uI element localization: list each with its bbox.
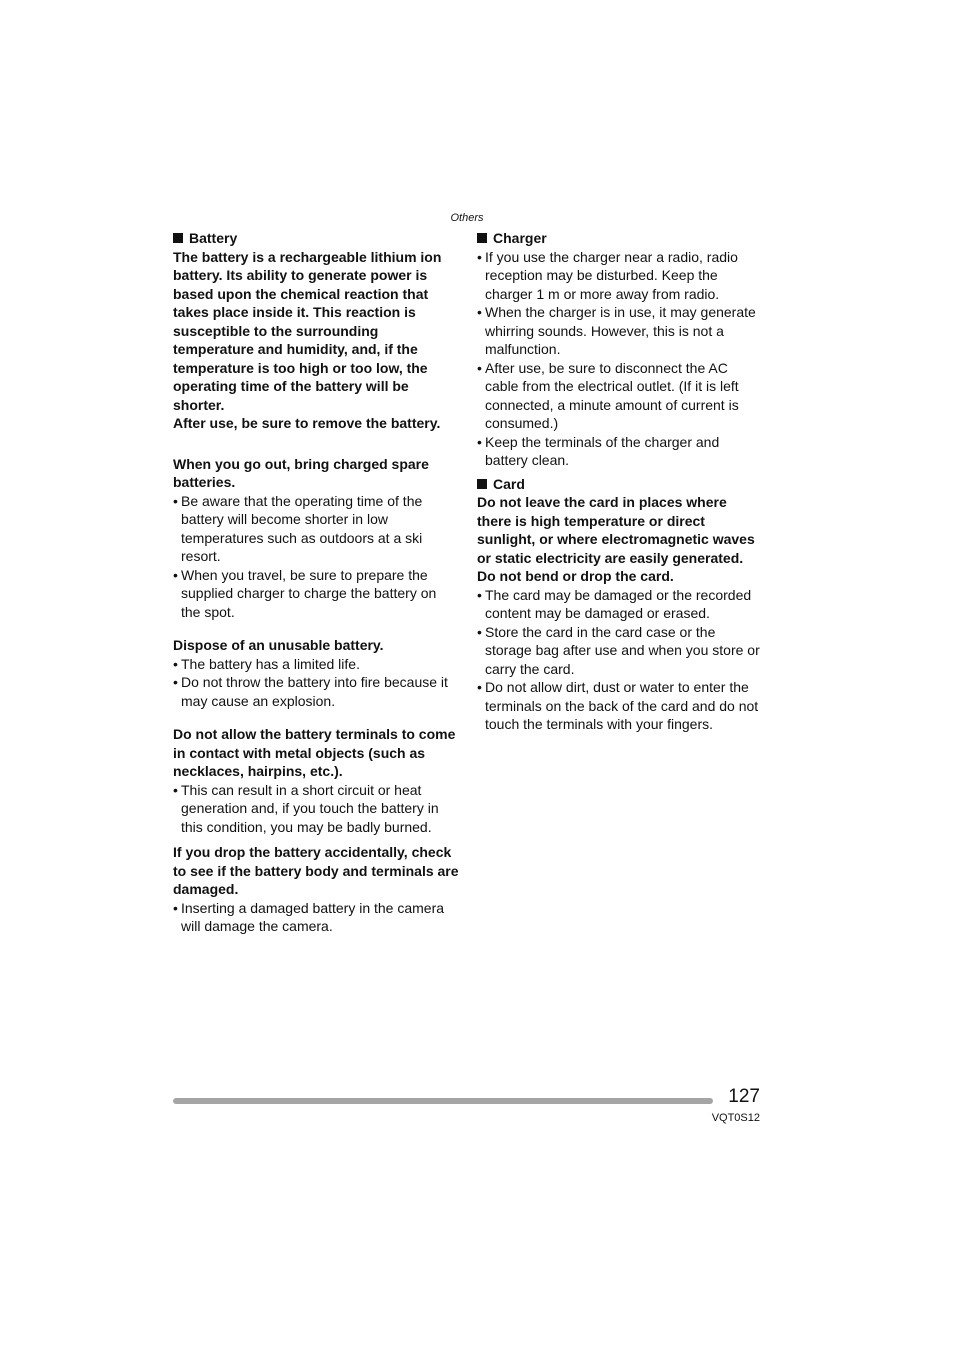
list-item: • Be aware that the operating time of the battery will become shorter in low temperatures such as outdoors at a ski resort. — [173, 492, 459, 566]
page-number: 127 — [728, 1086, 760, 1107]
list-item: • Do not throw the battery into fire because it may cause an explosion. — [173, 673, 459, 710]
list-item: • When you travel, be sure to prepare the supplied charger to charge the battery on the spot. — [173, 566, 459, 622]
card-list — [477, 586, 762, 734]
charger-heading-text: Charger — [493, 230, 547, 246]
list-item: • This can result in a short circuit or heat generation and, if you touch the battery in this condition, you may be badly burned. — [173, 781, 459, 837]
list-item: • If you use the charger near a radio, radio reception may be disturbed. Keep the charger 1 m or more away from radio. — [477, 248, 762, 304]
square-bullet-icon — [477, 479, 487, 489]
battery-drop-list — [173, 899, 459, 936]
card-heading-text: Card — [493, 475, 525, 492]
battery-drop-heading: If you drop the battery accidentally, check to see if the battery body and terminals are damaged. — [173, 844, 459, 897]
document-code: VQT0S12 — [711, 1112, 760, 1124]
square-bullet-icon — [477, 233, 487, 243]
battery-remove-note: After use, be sure to remove the battery. — [173, 415, 441, 431]
list-item: • The card may be damaged or the recorded content may be damaged or erased. — [477, 586, 762, 623]
list-item: • Inserting a damaged battery in the camera will damage the camera. — [173, 899, 459, 936]
card-warning-environment: Do not leave the card in places where there is high temperature or direct sunlight, or where electromagnetic waves or static electricity are easily generated. — [477, 494, 755, 566]
section-label: Others — [450, 212, 484, 224]
battery-heading-text: Battery — [189, 230, 238, 246]
spare-batteries-heading: When you go out, bring charged spare batteries. — [173, 455, 429, 490]
footer-divider-bar — [173, 1098, 713, 1104]
charger-list — [477, 248, 762, 470]
spare-batteries-list — [173, 492, 459, 622]
square-bullet-icon — [173, 233, 183, 243]
dispose-battery-heading: Dispose of an unusable battery. — [173, 637, 384, 653]
card-warning-bend: Do not bend or drop the card. — [477, 568, 674, 584]
charger-section-heading — [477, 229, 762, 248]
list-item: • Store the card in the card case or the storage bag after use and when you store or carry the card. — [477, 623, 762, 679]
right-column — [477, 229, 762, 734]
list-item: • After use, be sure to disconnect the AC cable from the electrical outlet. (If it is left connected, a minute amount of current is consumed.) — [477, 359, 762, 433]
card-section-heading — [477, 475, 762, 494]
battery-section-heading — [173, 229, 459, 248]
dispose-battery-list — [173, 655, 459, 711]
list-item: • When the charger is in use, it may generate whirring sounds. However, this is not a malfunction. — [477, 303, 762, 359]
list-item: • The battery has a limited life. — [173, 655, 459, 674]
battery-terminals-list — [173, 781, 459, 837]
list-item: • Do not allow dirt, dust or water to enter the terminals on the back of the card and do not touch the terminals with your fingers. — [477, 678, 762, 734]
battery-intro: The battery is a rechargeable lithium ion battery. Its ability to generate power is based upon the chemical reaction that takes place inside it. This reaction is susceptible to the surrounding temperature and humidity, and, if the temperature is too high or too low, the operating time of the battery will be shorter. — [173, 248, 442, 413]
left-column — [173, 229, 459, 936]
battery-terminals-heading: Do not allow the battery terminals to come in contact with metal objects (such as necklaces, hairpins, etc.). — [173, 726, 456, 779]
list-item: • Keep the terminals of the charger and battery clean. — [477, 433, 762, 470]
